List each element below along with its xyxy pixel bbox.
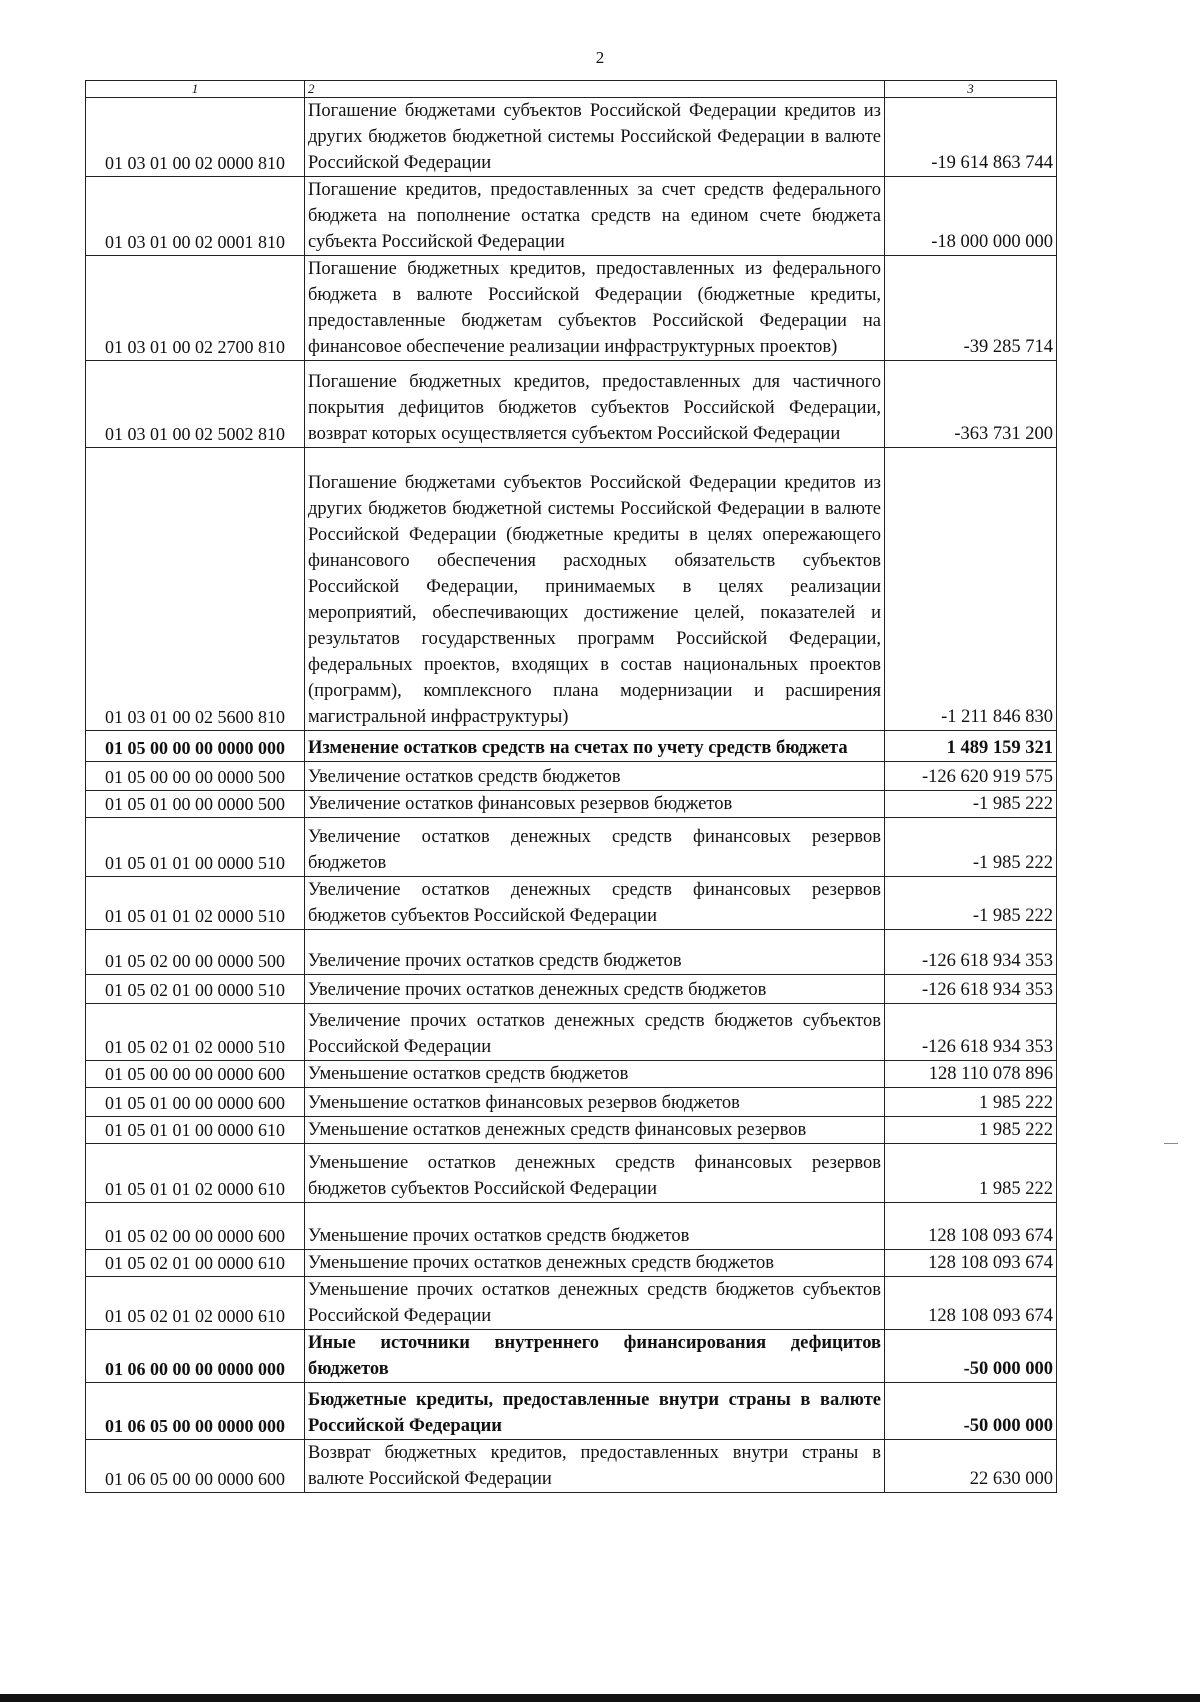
table-body xyxy=(86,98,1057,1493)
table-row xyxy=(86,818,1057,877)
budget-code-cell: 01 03 01 00 02 5002 810 xyxy=(86,361,305,448)
budget-code-cell: 01 05 01 01 00 0000 510 xyxy=(86,818,305,877)
table-row xyxy=(86,1440,1057,1493)
item-name-cell: Погашение бюджетных кредитов, предоставленных для частичного покрытия дефицитов бюджетов субъектов Российской Федерации, возврат которых осуществляется субъектом Российской Федерации xyxy=(305,361,885,448)
table-row xyxy=(86,930,1057,975)
amount-cell: -50 000 000 xyxy=(885,1383,1057,1440)
item-name-cell: Изменение остатков средств на счетах по учету средств бюджета xyxy=(305,731,885,762)
table-row xyxy=(86,1061,1057,1088)
budget-code-cell: 01 05 01 01 02 0000 510 xyxy=(86,877,305,930)
table-row xyxy=(86,98,1057,177)
budget-code-cell: 01 03 01 00 02 5600 810 xyxy=(86,448,305,731)
item-name-cell: Уменьшение остатков средств бюджетов xyxy=(305,1061,885,1088)
amount-cell: 128 108 093 674 xyxy=(885,1203,1057,1250)
table-row xyxy=(86,791,1057,818)
item-name-cell: Увеличение прочих остатков денежных средств бюджетов xyxy=(305,975,885,1004)
amount-cell: -1 985 222 xyxy=(885,877,1057,930)
table-row xyxy=(86,361,1057,448)
budget-code-cell: 01 05 00 00 00 0000 000 xyxy=(86,731,305,762)
item-name-cell: Уменьшение прочих остатков денежных средств бюджетов xyxy=(305,1250,885,1277)
amount-cell: -18 000 000 000 xyxy=(885,177,1057,256)
budget-code-cell: 01 05 00 00 00 0000 600 xyxy=(86,1061,305,1088)
amount-cell: -1 985 222 xyxy=(885,791,1057,818)
table-row xyxy=(86,1330,1057,1383)
budget-code-cell: 01 06 00 00 00 0000 000 xyxy=(86,1330,305,1383)
item-name-cell: Увеличение остатков средств бюджетов xyxy=(305,762,885,791)
item-name-cell: Погашение бюджетных кредитов, предоставленных из федерального бюджета в валюте Российской Федерации (бюджетные кредиты, предоставленные бюджетам субъектов Российской Федерации на финансовое обеспечение реализации инфраструктурных проектов) xyxy=(305,256,885,361)
budget-code-cell: 01 05 01 00 00 0000 600 xyxy=(86,1088,305,1117)
item-name-cell: Уменьшение остатков денежных средств финансовых резервов бюджетов субъектов Российской Федерации xyxy=(305,1144,885,1203)
budget-code-cell: 01 03 01 00 02 0001 810 xyxy=(86,177,305,256)
table-row xyxy=(86,1144,1057,1203)
budget-code-cell: 01 05 00 00 00 0000 500 xyxy=(86,762,305,791)
table-row xyxy=(86,177,1057,256)
item-name-cell: Увеличение прочих остатков денежных средств бюджетов субъектов Российской Федерации xyxy=(305,1004,885,1061)
amount-cell: -50 000 000 xyxy=(885,1330,1057,1383)
budget-code-cell: 01 03 01 00 02 0000 810 xyxy=(86,98,305,177)
amount-cell: 1 985 222 xyxy=(885,1144,1057,1203)
amount-cell: 22 630 000 xyxy=(885,1440,1057,1493)
item-name-cell: Уменьшение прочих остатков средств бюджетов xyxy=(305,1203,885,1250)
table-header-row xyxy=(86,81,1057,98)
item-name-cell: Увеличение остатков денежных средств финансовых резервов бюджетов xyxy=(305,818,885,877)
amount-cell: -1 985 222 xyxy=(885,818,1057,877)
scan-mark xyxy=(1164,1143,1178,1144)
amount-cell: -126 618 934 353 xyxy=(885,1004,1057,1061)
budget-code-cell: 01 05 02 01 00 0000 510 xyxy=(86,975,305,1004)
item-name-cell: Увеличение остатков финансовых резервов бюджетов xyxy=(305,791,885,818)
budget-code-cell: 01 05 01 00 00 0000 500 xyxy=(86,791,305,818)
budget-code-cell: 01 05 02 01 02 0000 610 xyxy=(86,1277,305,1330)
budget-code-cell: 01 05 01 01 00 0000 610 xyxy=(86,1117,305,1144)
item-name-cell: Погашение кредитов, предоставленных за счет средств федерального бюджета на пополнение остатка средств на едином счете бюджета субъекта Российской Федерации xyxy=(305,177,885,256)
item-name-cell: Иные источники внутреннего финансирования дефицитов бюджетов xyxy=(305,1330,885,1383)
item-name-cell: Уменьшение остатков финансовых резервов бюджетов xyxy=(305,1088,885,1117)
table-row xyxy=(86,1203,1057,1250)
budget-code-cell: 01 06 05 00 00 0000 600 xyxy=(86,1440,305,1493)
table-row xyxy=(86,1004,1057,1061)
table-row xyxy=(86,1277,1057,1330)
table-row xyxy=(86,448,1057,731)
table-row xyxy=(86,1250,1057,1277)
table-row xyxy=(86,256,1057,361)
item-name-cell: Увеличение остатков денежных средств финансовых резервов бюджетов субъектов Российской Федерации xyxy=(305,877,885,930)
table-row xyxy=(86,731,1057,762)
budget-code-cell: 01 06 05 00 00 0000 000 xyxy=(86,1383,305,1440)
sources-of-financing-table xyxy=(85,80,1057,1493)
amount-cell: -126 620 919 575 xyxy=(885,762,1057,791)
budget-code-cell: 01 05 02 00 00 0000 600 xyxy=(86,1203,305,1250)
amount-cell: -126 618 934 353 xyxy=(885,975,1057,1004)
item-name-cell: Увеличение прочих остатков средств бюджетов xyxy=(305,930,885,975)
budget-code-cell: 01 05 01 01 02 0000 610 xyxy=(86,1144,305,1203)
item-name-cell: Уменьшение прочих остатков денежных средств бюджетов субъектов Российской Федерации xyxy=(305,1277,885,1330)
amount-cell: 128 110 078 896 xyxy=(885,1061,1057,1088)
amount-cell: 1 489 159 321 xyxy=(885,731,1057,762)
amount-cell: -363 731 200 xyxy=(885,361,1057,448)
scan-edge xyxy=(0,1694,1200,1702)
amount-cell: -19 614 863 744 xyxy=(885,98,1057,177)
table-row xyxy=(86,1383,1057,1440)
page-number: 2 xyxy=(595,48,605,67)
table-row xyxy=(86,762,1057,791)
amount-cell: 1 985 222 xyxy=(885,1117,1057,1144)
item-name-cell: Уменьшение остатков денежных средств финансовых резервов xyxy=(305,1117,885,1144)
column-header-3: 3 xyxy=(885,81,1057,98)
budget-code-cell: 01 05 02 01 02 0000 510 xyxy=(86,1004,305,1061)
table-row xyxy=(86,1088,1057,1117)
item-name-cell: Погашение бюджетами субъектов Российской Федерации кредитов из других бюджетов бюджетной системы Российской Федерации в валюте Российской Федерации (бюджетные кредиты в целях опережающего финансового обеспечения расходных обязательств субъектов Российской Федерации, принимаемых в целях реализации мероприятий, обеспечивающих достижение целей, показателей и результатов государственных программ Российской Федерации, федеральных проектов, входящих в состав национальных проектов (программ), комплексного плана модернизации и расширения магистральной инфраструктуры) xyxy=(305,448,885,731)
column-header-1: 1 xyxy=(86,81,305,98)
table-row xyxy=(86,877,1057,930)
item-name-cell: Возврат бюджетных кредитов, предоставленных внутри страны в валюте Российской Федерации xyxy=(305,1440,885,1493)
amount-cell: 128 108 093 674 xyxy=(885,1250,1057,1277)
budget-code-cell: 01 03 01 00 02 2700 810 xyxy=(86,256,305,361)
amount-cell: 128 108 093 674 xyxy=(885,1277,1057,1330)
table-row xyxy=(86,975,1057,1004)
item-name-cell: Погашение бюджетами субъектов Российской Федерации кредитов из других бюджетов бюджетной системы Российской Федерации в валюте Российской Федерации xyxy=(305,98,885,177)
amount-cell: -39 285 714 xyxy=(885,256,1057,361)
column-header-2: 2 xyxy=(305,81,885,98)
amount-cell: 1 985 222 xyxy=(885,1088,1057,1117)
budget-code-cell: 01 05 02 01 00 0000 610 xyxy=(86,1250,305,1277)
item-name-cell: Бюджетные кредиты, предоставленные внутри страны в валюте Российской Федерации xyxy=(305,1383,885,1440)
amount-cell: -1 211 846 830 xyxy=(885,448,1057,731)
amount-cell: -126 618 934 353 xyxy=(885,930,1057,975)
budget-code-cell: 01 05 02 00 00 0000 500 xyxy=(86,930,305,975)
table-row xyxy=(86,1117,1057,1144)
